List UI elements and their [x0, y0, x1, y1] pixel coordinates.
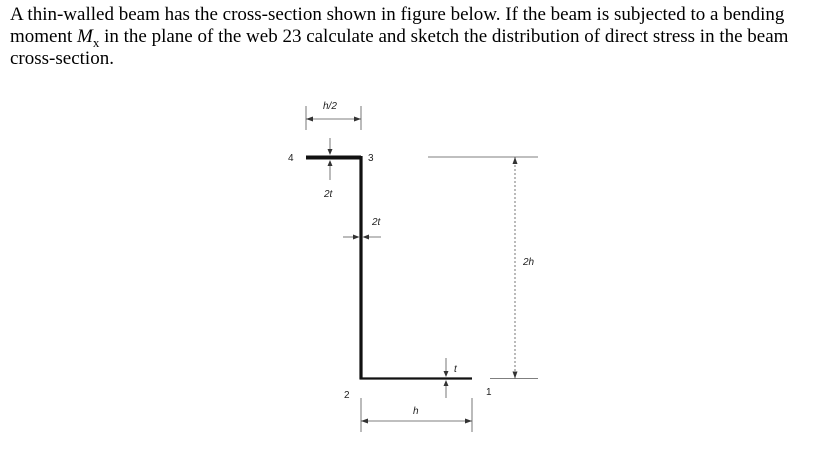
problem-text-part1: A thin-walled beam has the cross-section shown in figure below. If the beam is subjected to a bending moment — [10, 4, 785, 47]
web-thickness-arrow-left — [353, 235, 360, 240]
moment-symbol: M — [77, 26, 93, 47]
node-1-label: 1 — [486, 387, 492, 398]
bottom-thickness-label: t — [454, 364, 457, 375]
web-thickness-label: 2t — [372, 217, 381, 228]
flange-thickness-arrow-top — [328, 149, 333, 155]
h-label: h — [413, 406, 419, 417]
flange-thickness-label: 2t — [324, 189, 333, 200]
problem-text-part2: in the plane of the web 23 calculate and sketch the distribution of direct stress in the beam cross-section. — [10, 26, 789, 69]
h-arrow-left — [361, 419, 368, 424]
h-arrow-right — [465, 419, 472, 424]
h2-arrow-left — [306, 117, 313, 122]
bottom-thickness-arrow-top — [444, 371, 449, 377]
h2-label: h/2 — [323, 101, 337, 112]
2h-arrow-bottom — [513, 372, 518, 379]
node-3-label: 3 — [368, 153, 374, 164]
flange-thickness-arrow-bottom — [328, 160, 333, 166]
bottom-thickness-arrow-bottom — [444, 380, 449, 386]
moment-subscript: x — [92, 34, 100, 50]
2h-label: 2h — [523, 257, 535, 268]
node-4-label: 4 — [288, 153, 294, 164]
node-2-label: 2 — [344, 390, 350, 401]
2h-arrow-top — [513, 157, 518, 164]
web-thickness-arrow-right — [363, 235, 370, 240]
h2-arrow-right — [354, 117, 361, 122]
